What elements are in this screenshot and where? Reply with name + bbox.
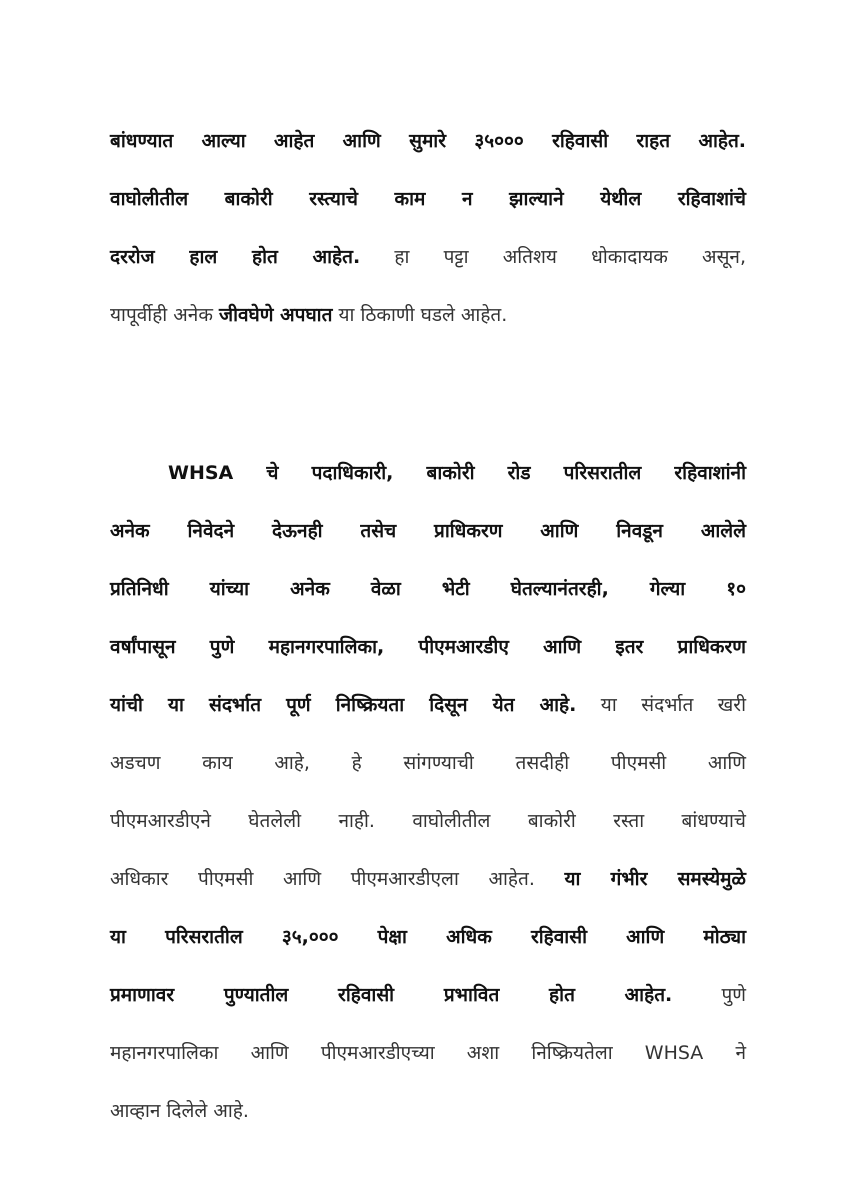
paragraph-2-line (110, 502, 746, 560)
bold-text: यांची या संदर्भात पूर्ण निष्क्रियता दिसून येत आहे. (110, 694, 577, 716)
paragraph-2 (110, 444, 746, 1140)
bold-text: दररोज हाल होत आहेत. (110, 246, 361, 268)
paragraph-2-line (110, 560, 746, 618)
bold-text: WHSA चे पदाधिकारी, बाकोरी रोड परिसरातील रहिवाशांनी (168, 462, 746, 484)
regular-text: या संदर्भात खरी (576, 694, 746, 716)
paragraph-2-line (110, 734, 746, 792)
paragraph-2-line (110, 908, 746, 966)
regular-text: हा पट्टा अतिशय धोकादायक असून, (360, 246, 746, 268)
paragraph-2-line (110, 966, 746, 1024)
paragraph-1-line (110, 228, 746, 286)
paragraph-2-line (110, 1024, 746, 1082)
regular-text: या ठिकाणी घडले आहेत. (332, 304, 508, 326)
paragraph-2-line (110, 444, 746, 502)
paragraph-gap (110, 344, 746, 444)
regular-text: पीएमआरडीएने घेतलेली नाही. वाघोलीतील बाकोरी रस्ता बांधण्याचे (110, 810, 746, 832)
paragraph-1-line (110, 170, 746, 228)
bold-text: वर्षांपासून पुणे महानगरपालिका, पीएमआरडीए आणि इतर प्राधिकरण (110, 636, 746, 658)
bold-text: या परिसरातील ३५,००० पेक्षा अधिक रहिवासी आणि मोठ्या (110, 926, 746, 948)
regular-text: अडचण काय आहे, हे सांगण्याची तसदीही पीएमसी आणि (110, 752, 746, 774)
paragraph-1-line (110, 112, 746, 170)
document-page (110, 112, 746, 1140)
paragraph-2-line (110, 1082, 746, 1140)
paragraph-2-line (110, 618, 746, 676)
regular-text: महानगरपालिका आणि पीएमआरडीएच्या अशा निष्क्रियतेला WHSA ने (110, 1042, 746, 1064)
paragraph-2-line (110, 850, 746, 908)
regular-text: यापूर्वीही अनेक (110, 304, 219, 326)
paragraph-1 (110, 112, 746, 344)
paragraph-2-line (110, 792, 746, 850)
regular-text: पुणे (672, 984, 746, 1006)
regular-text: आव्हान दिलेले आहे. (110, 1100, 249, 1122)
bold-text: अनेक निवेदने देऊनही तसेच प्राधिकरण आणि निवडून आलेले (110, 520, 746, 542)
bold-text: जीवघेणे अपघात (218, 304, 333, 326)
bold-text: बांधण्यात आल्या आहेत आणि सुमारे ३५००० रहिवासी राहत आहेत. (110, 130, 746, 152)
bold-text: वाघोलीतील बाकोरी रस्त्याचे काम न झाल्याने येथील रहिवाशांचे (110, 188, 746, 210)
paragraph-2-line (110, 676, 746, 734)
bold-text: प्रमाणावर पुण्यातील रहिवासी प्रभावित होत आहेत. (110, 984, 673, 1006)
paragraph-1-line (110, 286, 746, 344)
bold-text: प्रतिनिधी यांच्या अनेक वेळा भेटी घेतल्यानंतरही, गेल्या १० (110, 578, 746, 600)
regular-text: अधिकार पीएमसी आणि पीएमआरडीएला आहेत. (110, 868, 565, 890)
bold-text: या गंभीर समस्येमुळे (564, 868, 746, 890)
